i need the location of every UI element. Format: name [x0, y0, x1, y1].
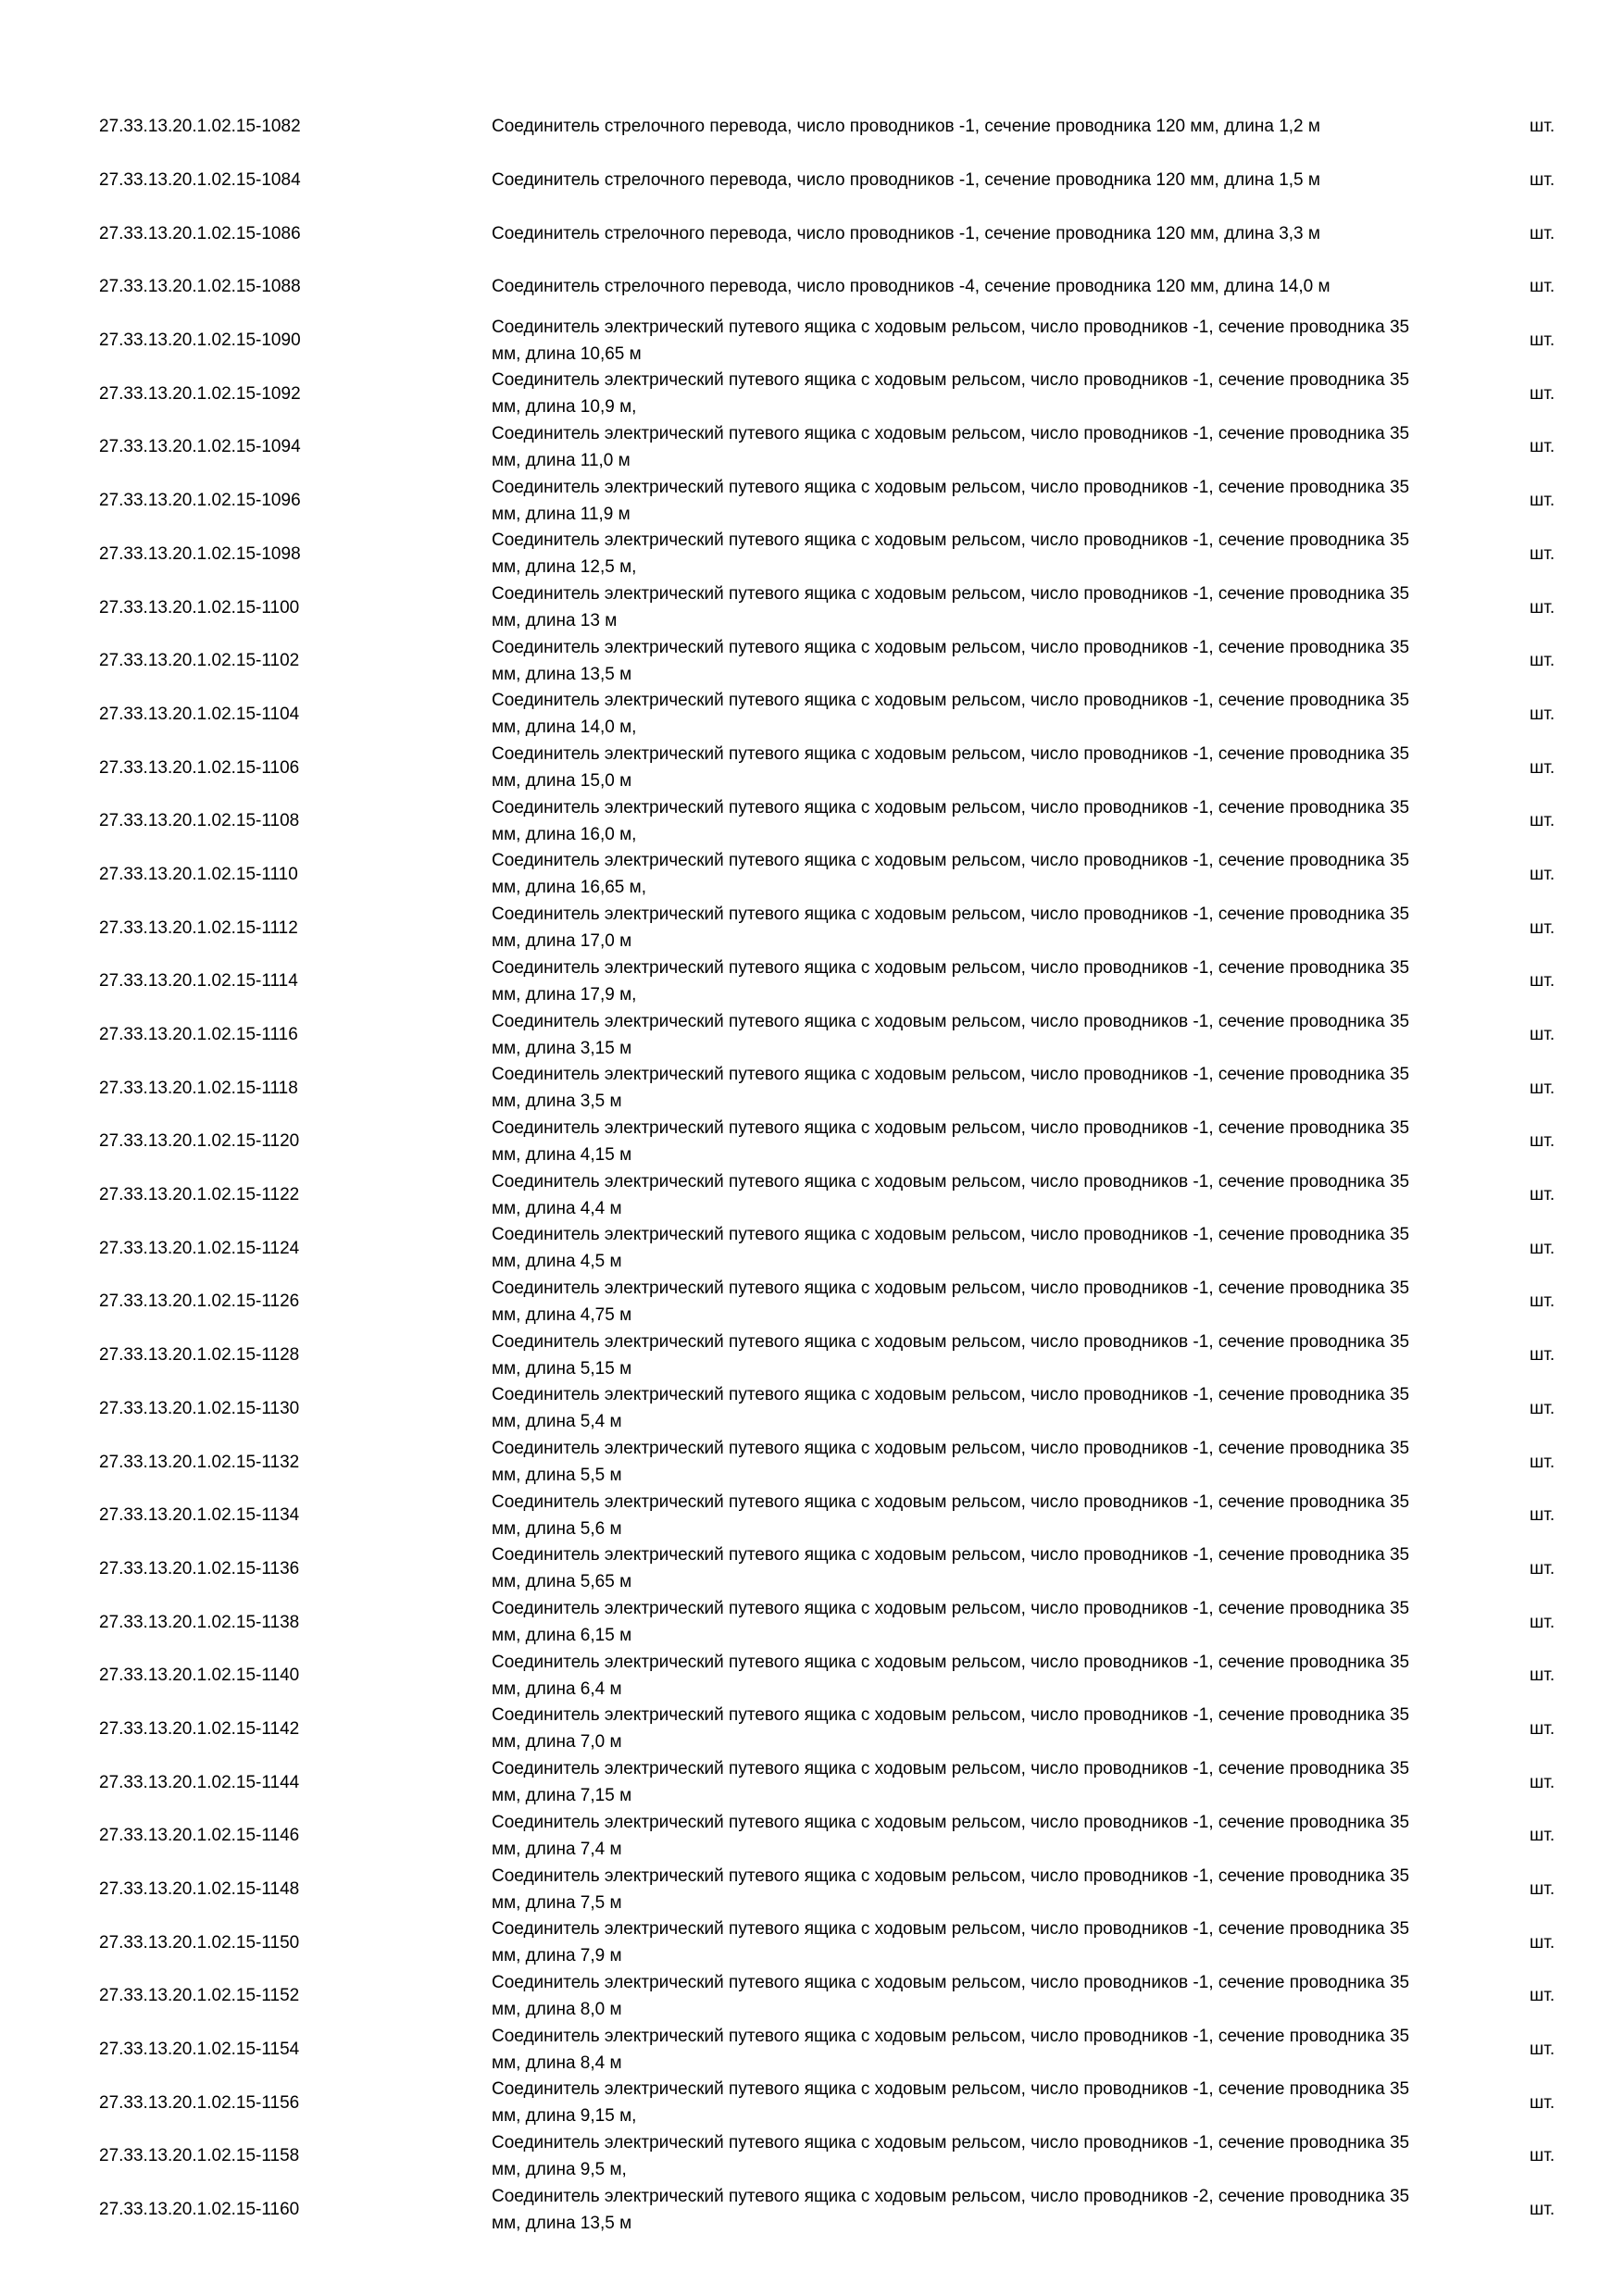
table-row — [0, 848, 1624, 902]
table-row — [0, 1168, 1624, 1222]
item-code: 27.33.13.20.1.02.15-1154 — [99, 2040, 300, 2060]
item-unit: шт. — [1530, 223, 1555, 243]
item-description: Соединитель стрелочного перевода, число проводников -1, сечение проводника 120 мм, длина 1,2 м — [492, 117, 1320, 137]
item-description: Соединитель электрический путевого ящика с ходовым рельсом, число проводников -1, сечение проводника 35 мм, длина 7,5 м — [492, 1866, 1410, 1913]
item-description: Соединитель электрический путевого ящика с ходовым рельсом, число проводников -1, сечение проводника 35 мм, длина 16,65 м, — [492, 851, 1410, 898]
item-description: Соединитель электрический путевого ящика с ходовым рельсом, число проводников -1, сечение проводника 35 мм, длина 8,0 м — [492, 1972, 1410, 2019]
item-unit: шт. — [1530, 1772, 1555, 1792]
table-row — [0, 901, 1624, 955]
item-unit: шт. — [1530, 2040, 1555, 2060]
item-unit: шт. — [1530, 2146, 1555, 2166]
item-code: 27.33.13.20.1.02.15-1158 — [99, 2146, 300, 2166]
item-description: Соединитель электрический путевого ящика с ходовым рельсом, число проводников -1, сечение проводника 35 мм, длина 5,4 м — [492, 1385, 1410, 1432]
item-description: Соединитель электрический путевого ящика с ходовым рельсом, число проводников -1, сечение проводника 35 мм, длина 9,5 м, — [492, 2132, 1410, 2179]
item-description: Соединитель электрический путевого ящика с ходовым рельсом, число проводников -1, сечение проводника 35 мм, длина 6,15 м — [492, 1599, 1410, 1646]
item-description: Соединитель электрический путевого ящика с ходовым рельсом, число проводников -1, сечение проводника 35 мм, длина 8,4 м — [492, 2026, 1410, 2073]
item-code: 27.33.13.20.1.02.15-1120 — [99, 1131, 300, 1152]
table-row — [0, 955, 1624, 1008]
item-unit: шт. — [1530, 1292, 1555, 1312]
item-code: 27.33.13.20.1.02.15-1084 — [99, 170, 301, 191]
table-row — [0, 1382, 1624, 1436]
table-row — [0, 634, 1624, 688]
item-description: Соединитель электрический путевого ящика с ходовым рельсом, число проводников -1, сечение проводника 35 мм, длина 11,0 м — [492, 423, 1410, 470]
table-row — [0, 2023, 1624, 2077]
item-description: Соединитель электрический путевого ящика с ходовым рельсом, число проводников -1, сечение проводника 35 мм, длина 5,65 м — [492, 1545, 1410, 1592]
item-unit: шт. — [1530, 1826, 1555, 1846]
item-code: 27.33.13.20.1.02.15-1134 — [99, 1505, 300, 1526]
table-row — [0, 1061, 1624, 1115]
item-unit: шт. — [1530, 1345, 1555, 1366]
item-unit: шт. — [1530, 2200, 1555, 2220]
table-row — [0, 1595, 1624, 1649]
table-row — [0, 1435, 1624, 1489]
item-code: 27.33.13.20.1.02.15-1150 — [99, 1932, 300, 1953]
item-unit: шт. — [1530, 1505, 1555, 1526]
item-description: Соединитель электрический путевого ящика с ходовым рельсом, число проводников -1, сечение проводника 35 мм, длина 9,15 м, — [492, 2079, 1410, 2127]
item-unit: шт. — [1530, 1612, 1555, 1632]
item-code: 27.33.13.20.1.02.15-1126 — [99, 1292, 300, 1312]
item-unit: шт. — [1530, 864, 1555, 884]
table-row — [0, 1915, 1624, 1969]
table-row — [0, 2183, 1624, 2237]
item-description: Соединитель электрический путевого ящика с ходовым рельсом, число проводников -1, сечение проводника 35 мм, длина 16,0 м, — [492, 797, 1410, 844]
table-row — [0, 688, 1624, 742]
item-description: Соединитель электрический путевого ящика с ходовым рельсом, число проводников -1, сечение проводника 35 мм, длина 4,75 м — [492, 1278, 1410, 1325]
item-unit: шт. — [1530, 117, 1555, 137]
item-description: Соединитель электрический путевого ящика с ходовым рельсом, число проводников -1, сечение проводника 35 мм, длина 12,5 м, — [492, 530, 1410, 578]
item-description: Соединитель электрический путевого ящика с ходовым рельсом, число проводников -1, сечение проводника 35 мм, длина 10,9 м, — [492, 370, 1410, 418]
item-unit: шт. — [1530, 651, 1555, 671]
item-code: 27.33.13.20.1.02.15-1082 — [99, 117, 301, 137]
table-row — [0, 1969, 1624, 2023]
table-row — [0, 580, 1624, 634]
item-code: 27.33.13.20.1.02.15-1132 — [99, 1452, 300, 1472]
table-row — [0, 1809, 1624, 1863]
item-code: 27.33.13.20.1.02.15-1096 — [99, 491, 301, 511]
table-row — [0, 1649, 1624, 1703]
item-unit: шт. — [1530, 1185, 1555, 1205]
item-unit: шт. — [1530, 277, 1555, 297]
item-code: 27.33.13.20.1.02.15-1160 — [99, 2200, 300, 2220]
item-code: 27.33.13.20.1.02.15-1136 — [99, 1558, 300, 1578]
item-code: 27.33.13.20.1.02.15-1116 — [99, 1025, 298, 1045]
item-description: Соединитель электрический путевого ящика с ходовым рельсом, число проводников -1, сечение проводника 35 мм, длина 15,0 м — [492, 744, 1410, 792]
item-code: 27.33.13.20.1.02.15-1146 — [99, 1826, 300, 1846]
item-description: Соединитель электрический путевого ящика с ходовым рельсом, число проводников -1, сечение проводника 35 мм, длина 17,0 м — [492, 905, 1410, 952]
item-unit: шт. — [1530, 1932, 1555, 1953]
item-description: Соединитель электрический путевого ящика с ходовым рельсом, число проводников -1, сечение проводника 35 мм, длина 13 м — [492, 584, 1410, 631]
item-code: 27.33.13.20.1.02.15-1106 — [99, 757, 300, 778]
item-code: 27.33.13.20.1.02.15-1130 — [99, 1398, 300, 1418]
item-code: 27.33.13.20.1.02.15-1140 — [99, 1666, 300, 1686]
item-code: 27.33.13.20.1.02.15-1100 — [99, 597, 300, 618]
item-unit: шт. — [1530, 757, 1555, 778]
item-code: 27.33.13.20.1.02.15-1114 — [99, 971, 298, 992]
item-unit: шт. — [1530, 437, 1555, 457]
item-code: 27.33.13.20.1.02.15-1104 — [99, 704, 300, 724]
item-code: 27.33.13.20.1.02.15-1086 — [99, 223, 301, 243]
item-code: 27.33.13.20.1.02.15-1110 — [99, 864, 298, 884]
item-code: 27.33.13.20.1.02.15-1118 — [99, 1078, 298, 1098]
item-unit: шт. — [1530, 1238, 1555, 1258]
item-code: 27.33.13.20.1.02.15-1122 — [99, 1185, 300, 1205]
item-description: Соединитель стрелочного перевода, число проводников -4, сечение проводника 120 мм, длина 14,0 м — [492, 277, 1330, 297]
item-description: Соединитель электрический путевого ящика с ходовым рельсом, число проводников -1, сечение проводника 35 мм, длина 7,9 м — [492, 1919, 1410, 1966]
table-row — [0, 1863, 1624, 1916]
item-unit: шт. — [1530, 1718, 1555, 1739]
item-unit: шт. — [1530, 811, 1555, 831]
item-description: Соединитель электрический путевого ящика с ходовым рельсом, число проводников -2, сечение проводника 35 мм, длина 13,5 м — [492, 2186, 1410, 2233]
item-description: Соединитель электрический путевого ящика с ходовым рельсом, число проводников -1, сечение проводника 35 мм, длина 7,15 м — [492, 1759, 1410, 1806]
table-row — [0, 1115, 1624, 1168]
item-description: Соединитель электрический путевого ящика с ходовым рельсом, число проводников -1, сечение проводника 35 мм, длина 4,5 м — [492, 1225, 1410, 1272]
item-code: 27.33.13.20.1.02.15-1092 — [99, 383, 301, 404]
item-description: Соединитель электрический путевого ящика с ходовым рельсом, число проводников -1, сечение проводника 35 мм, длина 7,0 м — [492, 1705, 1410, 1753]
table-row — [0, 2076, 1624, 2129]
item-description: Соединитель стрелочного перевода, число проводников -1, сечение проводника 120 мм, длина 1,5 м — [492, 170, 1320, 191]
item-unit: шт. — [1530, 1986, 1555, 2006]
table-row — [0, 260, 1624, 314]
item-unit: шт. — [1530, 704, 1555, 724]
table-row — [0, 1703, 1624, 1756]
table-row — [0, 2129, 1624, 2183]
item-description: Соединитель электрический путевого ящика с ходовым рельсом, число проводников -1, сечение проводника 35 мм, длина 5,15 м — [492, 1331, 1410, 1379]
table-row — [0, 1489, 1624, 1542]
item-description: Соединитель электрический путевого ящика с ходовым рельсом, число проводников -1, сечение проводника 35 мм, длина 4,15 м — [492, 1117, 1410, 1165]
item-description: Соединитель электрический путевого ящика с ходовым рельсом, число проводников -1, сечение проводника 35 мм, длина 17,9 м, — [492, 957, 1410, 1004]
item-unit: шт. — [1530, 1131, 1555, 1152]
item-unit: шт. — [1530, 917, 1555, 938]
item-description: Соединитель электрический путевого ящика с ходовым рельсом, число проводников -1, сечение проводника 35 мм, длина 5,5 м — [492, 1439, 1410, 1486]
table-row — [0, 1755, 1624, 1809]
item-unit: шт. — [1530, 331, 1555, 351]
item-description: Соединитель электрический путевого ящика с ходовым рельсом, число проводников -1, сечение проводника 35 мм, длина 5,6 м — [492, 1491, 1410, 1539]
item-description: Соединитель стрелочного перевода, число проводников -1, сечение проводника 120 мм, длина 3,3 м — [492, 223, 1320, 243]
item-description: Соединитель электрический путевого ящика с ходовым рельсом, число проводников -1, сечение проводника 35 мм, длина 14,0 м, — [492, 691, 1410, 738]
table-row — [0, 206, 1624, 260]
item-description: Соединитель электрический путевого ящика с ходовым рельсом, число проводников -1, сечение проводника 35 мм, длина 13,5 м — [492, 637, 1410, 684]
item-code: 27.33.13.20.1.02.15-1152 — [99, 1986, 300, 2006]
table-row — [0, 528, 1624, 581]
item-unit: шт. — [1530, 597, 1555, 618]
item-code: 27.33.13.20.1.02.15-1138 — [99, 1612, 300, 1632]
item-code: 27.33.13.20.1.02.15-1090 — [99, 331, 301, 351]
table-row — [0, 314, 1624, 368]
item-unit: шт. — [1530, 1025, 1555, 1045]
item-code: 27.33.13.20.1.02.15-1148 — [99, 1879, 300, 1900]
item-code: 27.33.13.20.1.02.15-1142 — [99, 1718, 300, 1739]
item-code: 27.33.13.20.1.02.15-1112 — [99, 917, 298, 938]
item-unit: шт. — [1530, 1558, 1555, 1578]
item-unit: шт. — [1530, 383, 1555, 404]
table-row — [0, 1221, 1624, 1275]
table-row — [0, 1329, 1624, 1382]
item-unit: шт. — [1530, 170, 1555, 191]
item-description: Соединитель электрический путевого ящика с ходовым рельсом, число проводников -1, сечение проводника 35 мм, длина 3,5 м — [492, 1065, 1410, 1112]
table-row — [0, 154, 1624, 207]
table-row — [0, 1275, 1624, 1329]
item-code: 27.33.13.20.1.02.15-1128 — [99, 1345, 300, 1366]
item-description: Соединитель электрический путевого ящика с ходовым рельсом, число проводников -1, сечение проводника 35 мм, длина 4,4 м — [492, 1171, 1410, 1218]
item-code: 27.33.13.20.1.02.15-1094 — [99, 437, 301, 457]
item-description: Соединитель электрический путевого ящика с ходовым рельсом, число проводников -1, сечение проводника 35 мм, длина 7,4 м — [492, 1812, 1410, 1859]
item-description: Соединитель электрический путевого ящика с ходовым рельсом, число проводников -1, сечение проводника 35 мм, длина 10,65 м — [492, 317, 1410, 364]
item-unit: шт. — [1530, 543, 1555, 564]
item-code: 27.33.13.20.1.02.15-1144 — [99, 1772, 300, 1792]
item-code: 27.33.13.20.1.02.15-1102 — [99, 651, 300, 671]
item-unit: шт. — [1530, 1666, 1555, 1686]
table-row — [0, 367, 1624, 420]
item-code: 27.33.13.20.1.02.15-1098 — [99, 543, 301, 564]
table-row — [0, 1008, 1624, 1062]
table-row — [0, 1542, 1624, 1596]
item-unit: шт. — [1530, 491, 1555, 511]
table-row — [0, 420, 1624, 474]
table-row — [0, 474, 1624, 528]
item-code: 27.33.13.20.1.02.15-1124 — [99, 1238, 300, 1258]
item-description: Соединитель электрический путевого ящика с ходовым рельсом, число проводников -1, сечение проводника 35 мм, длина 6,4 м — [492, 1652, 1410, 1699]
item-unit: шт. — [1530, 1398, 1555, 1418]
table-row — [0, 794, 1624, 848]
item-description: Соединитель электрический путевого ящика с ходовым рельсом, число проводников -1, сечение проводника 35 мм, длина 11,9 м — [492, 477, 1410, 524]
table-row — [0, 741, 1624, 794]
item-description: Соединитель электрический путевого ящика с ходовым рельсом, число проводников -1, сечение проводника 35 мм, длина 3,15 м — [492, 1011, 1410, 1058]
table-row — [0, 100, 1624, 154]
item-unit: шт. — [1530, 1078, 1555, 1098]
item-unit: шт. — [1530, 2092, 1555, 2113]
item-unit: шт. — [1530, 1879, 1555, 1900]
item-code: 27.33.13.20.1.02.15-1108 — [99, 811, 300, 831]
item-unit: шт. — [1530, 1452, 1555, 1472]
price-list-table — [0, 100, 1624, 2237]
item-unit: шт. — [1530, 971, 1555, 992]
item-code: 27.33.13.20.1.02.15-1156 — [99, 2092, 300, 2113]
item-code: 27.33.13.20.1.02.15-1088 — [99, 277, 301, 297]
